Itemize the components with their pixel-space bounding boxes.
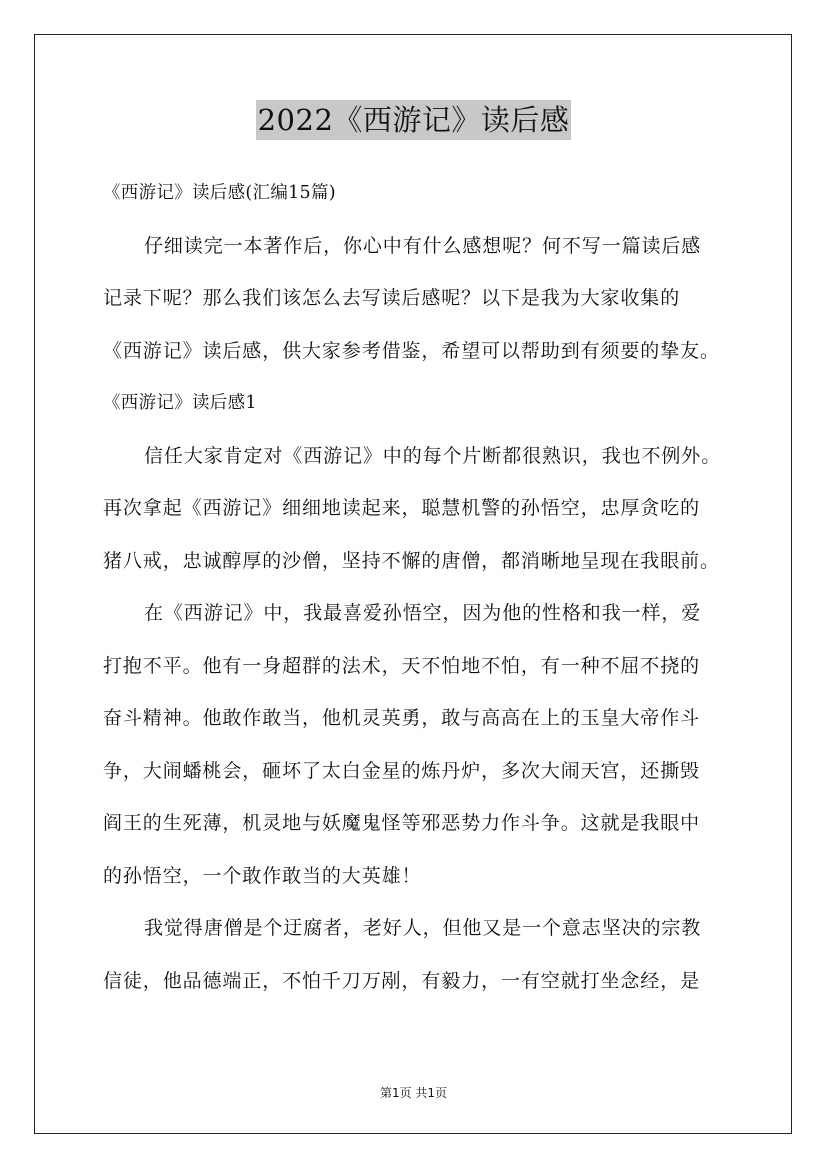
paragraph-line: 的孙悟空，一个敢作敢当的大英雄！ xyxy=(103,864,422,887)
paragraph-line: 《西游记》读后感，供大家参考借鉴，希望可以帮助到有须要的挚友。 xyxy=(103,339,720,362)
paragraph-line: 信徒，他品德端正，不怕千刀万剐，有毅力，一有空就打坐念经，是 xyxy=(103,969,701,992)
document-body xyxy=(103,178,743,1018)
paragraph-line: 在《西游记》中，我最喜爱孙悟空，因为他的性格和我一样，爱 xyxy=(144,602,702,624)
title-container xyxy=(0,100,827,140)
page-footer xyxy=(0,1084,827,1101)
paragraph-line: 阎王的生死薄，机灵地与妖魔鬼怪等邪恶势力作斗争。这就是我眼中 xyxy=(103,812,701,834)
page-number: 第1页 共1页 xyxy=(379,1086,448,1100)
paragraph-line: 猪八戒，忠诚醇厚的沙僧，坚持不懈的唐僧，都消晰地呈现在我眼前。 xyxy=(103,549,720,572)
paragraph-line: 争，大闹蟠桃会，砸坏了太白金星的炼丹炉，多次大闹天宫，还撕毁 xyxy=(103,759,701,782)
paragraph-line: 记录下呢？那么我们该怎么去写读后感呢？以下是我为大家收集的 xyxy=(103,287,681,309)
section-heading: 《西游记》读后感1 xyxy=(103,393,257,413)
subtitle-line: 《西游记》读后感(汇编15篇) xyxy=(103,183,336,203)
paragraph-line: 打抱不平。他有一身超群的法术，天不怕地不怕，有一种不屈不挠的 xyxy=(103,654,701,677)
document-title: 2022《西游记》读后感 xyxy=(256,100,572,140)
paragraph-line: 仔细读完一本著作后，你心中有什么感想呢？何不写一篇读后感 xyxy=(144,234,702,257)
paragraph-line: 奋斗精神。他敢作敢当，他机灵英勇，敢与高高在上的玉皇大帝作斗 xyxy=(103,707,701,729)
paragraph-line: 信任大家肯定对《西游记》中的每个片断都很熟识，我也不例外。 xyxy=(144,444,722,467)
paragraph-line: 我觉得唐僧是个迂腐者，老好人，但他又是一个意志坚决的宗教 xyxy=(144,917,702,939)
paragraph-line: 再次拿起《西游记》细细地读起来，聪慧机警的孙悟空，忠厚贪吃的 xyxy=(103,497,701,519)
